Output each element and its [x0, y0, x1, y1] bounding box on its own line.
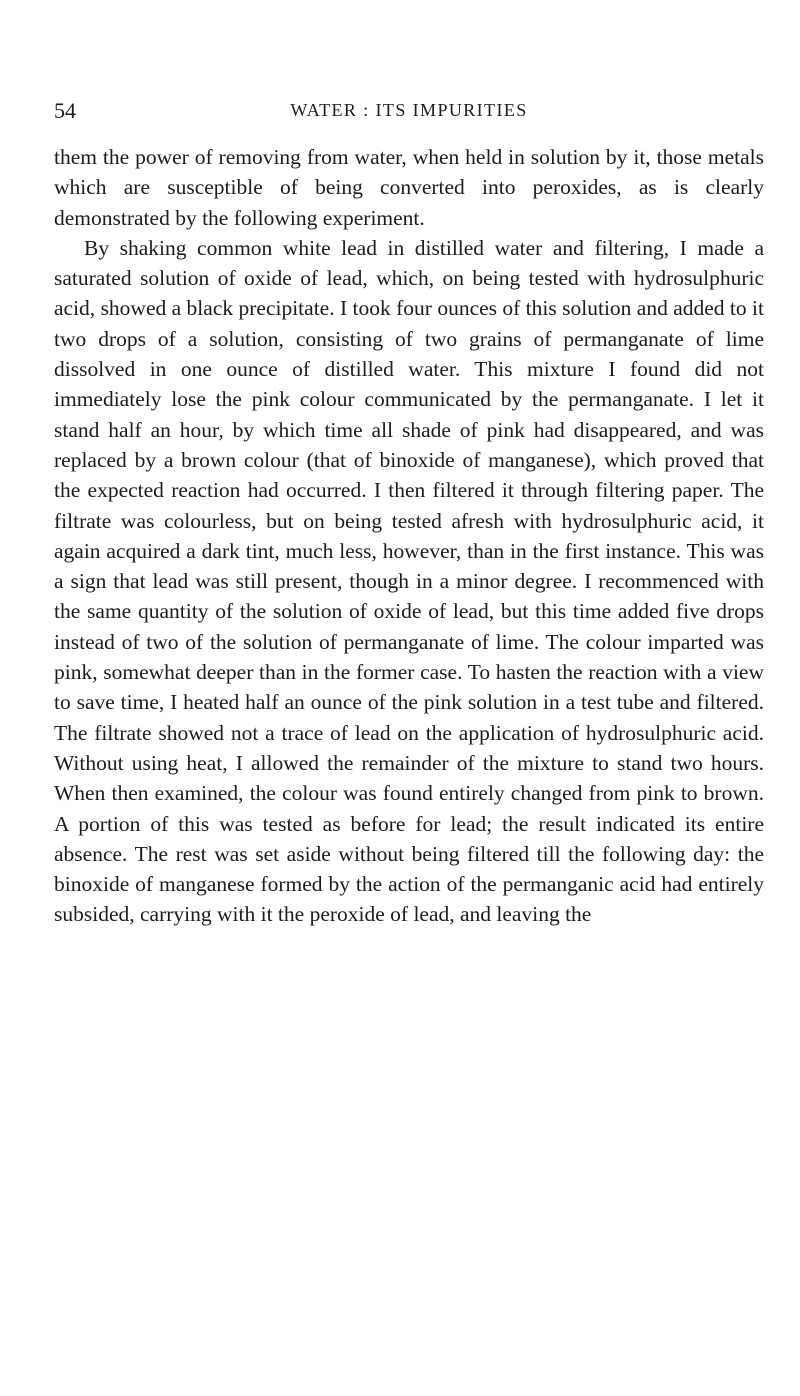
paragraph-continuation: them the power of removing from water, when held in solution by it, those metals which are susceptible of being converted into peroxides, as is clearly demonstrated by the following experiment. [54, 145, 764, 230]
page-header [54, 98, 764, 128]
running-title: WATER : ITS IMPURITIES [290, 100, 528, 120]
page-number: 54 [54, 98, 76, 123]
body-text [54, 142, 764, 930]
paragraph-experiment: By shaking common white lead in distilled water and filtering, I made a saturated solution of oxide of lead, which, on being tested with hydrosulphuric acid, showed a black precipitate. I took four ounces of this solution and added to it two drops of a solution, consisting of two grains of permanganate of lime dissolved in one ounce of distilled water. This mixture I found did not immediately lose the pink colour communicated by the permanganate. I let it stand half an hour, by which time all shade of pink had disappeared, and was replaced by a brown colour (that of binoxide of manganese), which proved that the expected reaction had occurred. I then filtered it through filtering paper. The filtrate was colourless, but on being tested afresh with hydrosulphuric acid, it again acquired a dark tint, much less, however, than in the first instance. This was a sign that lead was still present, though in a minor degree. I recommenced with the same quantity of the solution of oxide of lead, but this time added five drops instead of two of the solution of permanganate of lime. The colour imparted was pink, somewhat deeper than in the former case. To hasten the reaction with a view to save time, I heated half an ounce of the pink solution in a test tube and filtered. The filtrate showed not a trace of lead on the application of hydrosulphuric acid. Without using heat, I allowed the remainder of the mixture to stand two hours. When then examined, the colour was found entirely changed from pink to brown. A portion of this was tested as before for lead; the result indicated its entire absence. The rest was set aside without being filtered till the following day: the binoxide of manganese formed by the action of the permanganic acid had entirely subsided, carrying with it the peroxide of lead, and leaving the [54, 235, 764, 927]
